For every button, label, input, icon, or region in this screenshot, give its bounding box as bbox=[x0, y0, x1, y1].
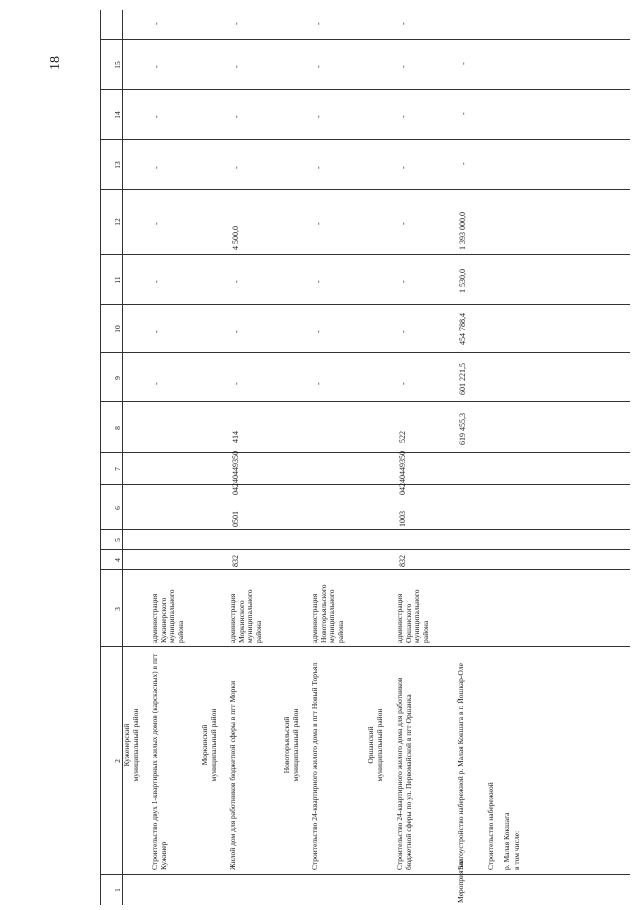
col-5-border bbox=[100, 529, 630, 530]
col-11-border bbox=[100, 254, 630, 255]
section-kuzhener: Куженерский муниципальный район bbox=[122, 708, 140, 782]
header-col-5: 5 bbox=[113, 538, 122, 542]
row-event-c12: 1 393 000,0 bbox=[458, 212, 467, 250]
row-morki-admin: администрация Моркинского муниципального района bbox=[228, 589, 263, 643]
page-number: 18 bbox=[48, 56, 63, 70]
row-orsha-c15: - bbox=[399, 22, 408, 25]
row-orsha-c10: - bbox=[399, 280, 408, 283]
row-morki-name: Жилой дом для работников бюджетной сферы в пгт Морки bbox=[228, 680, 237, 870]
row-novotoryal-c8: - bbox=[314, 382, 323, 385]
header-col-13: 13 bbox=[113, 161, 122, 169]
row-event-c10: 454 788,4 bbox=[458, 313, 467, 345]
section-orsha: Оршанский муниципальный район bbox=[366, 708, 384, 782]
header-col-8: 8 bbox=[113, 426, 122, 430]
col-8-border bbox=[100, 401, 630, 402]
header-col-10: 10 bbox=[113, 325, 122, 333]
row-morki-c10: - bbox=[232, 280, 241, 283]
row-novotoryal-c15: - bbox=[314, 22, 323, 25]
header-col-2: 2 bbox=[113, 759, 122, 763]
col-6-border bbox=[100, 484, 630, 485]
row-kuzhener-c12: - bbox=[152, 166, 161, 169]
row-kuzhener-name: Строительство двух 1-квартирных жилых домов (карскасных) в пгт Кужинер bbox=[150, 653, 168, 870]
row-event-c8: 619 455,3 bbox=[458, 413, 467, 445]
col-2-border bbox=[100, 646, 630, 647]
row-novotoryal-c9: - bbox=[314, 330, 323, 333]
section-novotoryal: Новоторъяльский муниципальный район bbox=[282, 708, 300, 782]
row-kuzhener-c15: - bbox=[152, 22, 161, 25]
row-orsha-rzpr: 1003 bbox=[398, 511, 407, 527]
row-morki-c9: - bbox=[232, 330, 241, 333]
row-morki-rzpr: 0501 bbox=[231, 511, 240, 527]
col-13-border bbox=[100, 139, 630, 140]
row-orsha-name: Строительство 24-квартирного жилого дома для работников бюджетной сферы по ул. Первомайской в пгт Оршанка bbox=[395, 677, 413, 870]
header-col-9: 9 bbox=[113, 376, 122, 380]
row-novotoryal-name: Строительство 24-квартирного жилого дома в пгт Новый Торъял bbox=[310, 662, 319, 870]
header-col-1: 1 bbox=[113, 888, 122, 892]
row-kuzhener-c14: - bbox=[152, 65, 161, 68]
row-event-c13: - bbox=[459, 162, 468, 165]
row-orsha-csr: 04240449350 bbox=[398, 451, 407, 495]
row-kuzhener-c13: - bbox=[152, 115, 161, 118]
row-event-sub-2: р. Малая Кокшага bbox=[502, 812, 511, 870]
row-novotoryal-c14: - bbox=[314, 65, 323, 68]
row-kuzhener-c10: - bbox=[152, 280, 161, 283]
row-orsha-admin: администрация Оршанского муниципального района bbox=[395, 589, 430, 643]
row-morki-c13: - bbox=[232, 115, 241, 118]
row-event-c9: 601 221,5 bbox=[458, 363, 467, 395]
row-orsha-c13: - bbox=[399, 115, 408, 118]
section-morki: Моркинский муниципальный район bbox=[200, 708, 218, 782]
row-event-name: Благоустройство набережной р. Малая Кокшага в г. Йошкар-Оле bbox=[456, 663, 465, 870]
col-9-border bbox=[100, 352, 630, 353]
col-15-border bbox=[100, 39, 630, 40]
header-col-6: 6 bbox=[113, 506, 122, 510]
row-morki-c12: - bbox=[232, 166, 241, 169]
row-event-c14: - bbox=[459, 112, 468, 115]
row-morki-csr: 04240449350 bbox=[231, 451, 240, 495]
header-col-3: 3 bbox=[113, 607, 122, 611]
row-novotoryal-c11: - bbox=[314, 222, 323, 225]
row-kuzhener-c9: - bbox=[152, 330, 161, 333]
col-7-border bbox=[100, 452, 630, 453]
col-14-border bbox=[100, 89, 630, 90]
row-orsha-c11: - bbox=[399, 222, 408, 225]
row-event-c15: - bbox=[459, 62, 468, 65]
row-morki-c15: - bbox=[232, 22, 241, 25]
header-col-15: 15 bbox=[113, 61, 122, 69]
row-orsha-c9: - bbox=[399, 330, 408, 333]
col-3-border bbox=[100, 569, 630, 570]
header-col-12: 12 bbox=[113, 218, 122, 226]
row-kuzhener-admin: администрация Кужинерского муниципального района bbox=[150, 589, 185, 643]
header-col-4: 4 bbox=[113, 558, 122, 562]
row-kuzhener-c11: - bbox=[152, 222, 161, 225]
header-col-14: 14 bbox=[113, 111, 122, 119]
row-event-sub-3: в том числе: bbox=[512, 830, 521, 870]
row-morki-c11: 4 500,0 bbox=[231, 226, 240, 250]
row-event-label: Мероприятие bbox=[456, 859, 465, 903]
row-morki-c8: - bbox=[232, 382, 241, 385]
row-novotoryal-c12: - bbox=[314, 166, 323, 169]
header-col-11: 11 bbox=[113, 276, 122, 284]
row-morki-c14: - bbox=[232, 65, 241, 68]
row-event-c11: 1 530,0 bbox=[458, 269, 467, 293]
row-novotoryal-admin: администрация Новоторъяльского муниципального района bbox=[310, 584, 345, 643]
row-orsha-c12: - bbox=[399, 166, 408, 169]
row-morki-grbs: 832 bbox=[231, 555, 240, 567]
row-event-sub-1: Строительство набережной bbox=[486, 782, 495, 870]
row-orsha-vr: 522 bbox=[398, 431, 407, 443]
col-10-border bbox=[100, 304, 630, 305]
col-1-border bbox=[100, 874, 630, 875]
row-orsha-grbs: 832 bbox=[398, 555, 407, 567]
row-orsha-c14: - bbox=[399, 65, 408, 68]
table-top-border bbox=[100, 10, 101, 905]
header-col-7: 7 bbox=[113, 467, 122, 471]
row-novotoryal-c10: - bbox=[314, 280, 323, 283]
row-morki-vr: 414 bbox=[231, 431, 240, 443]
col-12-border bbox=[100, 189, 630, 190]
row-kuzhener-c8: - bbox=[152, 382, 161, 385]
row-orsha-c8: - bbox=[399, 382, 408, 385]
row-novotoryal-c13: - bbox=[314, 115, 323, 118]
col-4-border bbox=[100, 549, 630, 550]
